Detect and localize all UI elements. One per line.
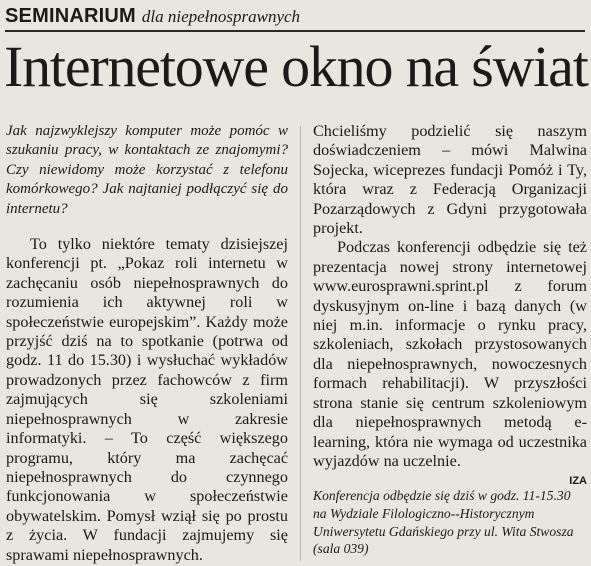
right-column — [313, 122, 587, 558]
body-paragraph-3: Podczas konferencji odbędzie się też prezentacja nowej strony internetowej www.eurosprawni.sprint.pl z forum dyskusyjnym on-line i bazą danych (w niej m.in. informacje o rynku pracy, szkoleniach, szkołach przystosowanych dla niepełnosprawnych, nowoczesnych formach rehabilitacji). W przyszłości strona stanie się centrum szkoleniowym dla niepełnosprawnych metodą e-learning, która nie wymaga od uczestnika wyjazdów na uczelnie. — [313, 238, 587, 470]
author-signature: IZA — [569, 475, 587, 488]
article-headline: Internetowe okno na świat — [4, 34, 588, 99]
kicker — [5, 4, 585, 28]
body-paragraph-2: Chcieliśmy podzielić się naszym doświadczeniem – mówi Malwina Sojecka, wiceprezes fundacji Pomóż i Ty, która wraz z Federacją Organizacji Pozarządowych z Gdyni przygotowała projekt. — [313, 122, 587, 238]
article-lead: Jak najzwyklejszy komputer może pomóc w szukaniu pracy, w kontaktach ze znajomymi? Czy niewidomy może korzystać z telefonu komórkowego? Jak najtaniej podłączyć się do internetu? — [6, 123, 288, 217]
column-divider — [300, 126, 301, 561]
section-subtitle: dla niepełnosprawnych — [141, 7, 301, 26]
left-column — [6, 122, 288, 565]
event-note: Konferencja odbędzie się dziś w godz. 11-15.30 na Wydziale Filologiczno--Historycznym Uniwersytetu Gdańskiego przy ul. Wita Stwosza (sala 039) — [313, 488, 574, 557]
body-paragraph-1: To tylko niektóre tematy dzisiejszej konferencji pt. „Pokaz roli internetu w zachęcaniu osób niepełnosprawnych do rozumienia ich aktywnej roli w społeczeństwie europejskim”. Każdy może przyjść dziś na to spotkanie (potrwa od godz. 11 do 15.30) i wysłuchać wykładów prowadzonych przez fachowców z firm zajmujących się szkoleniami niepełnosprawnych w zakresie informatyki. – To część większego programu, który ma zachęcać niepełnosprawnych do czynnego funkcjonowania w społeczeństwie obywatelskim. Pomysł wziął się po prostu z życia. W fundacji zajmujemy się sprawami niepełnosprawnych. — [6, 235, 288, 564]
section-label: SEMINARIUM — [5, 5, 136, 27]
